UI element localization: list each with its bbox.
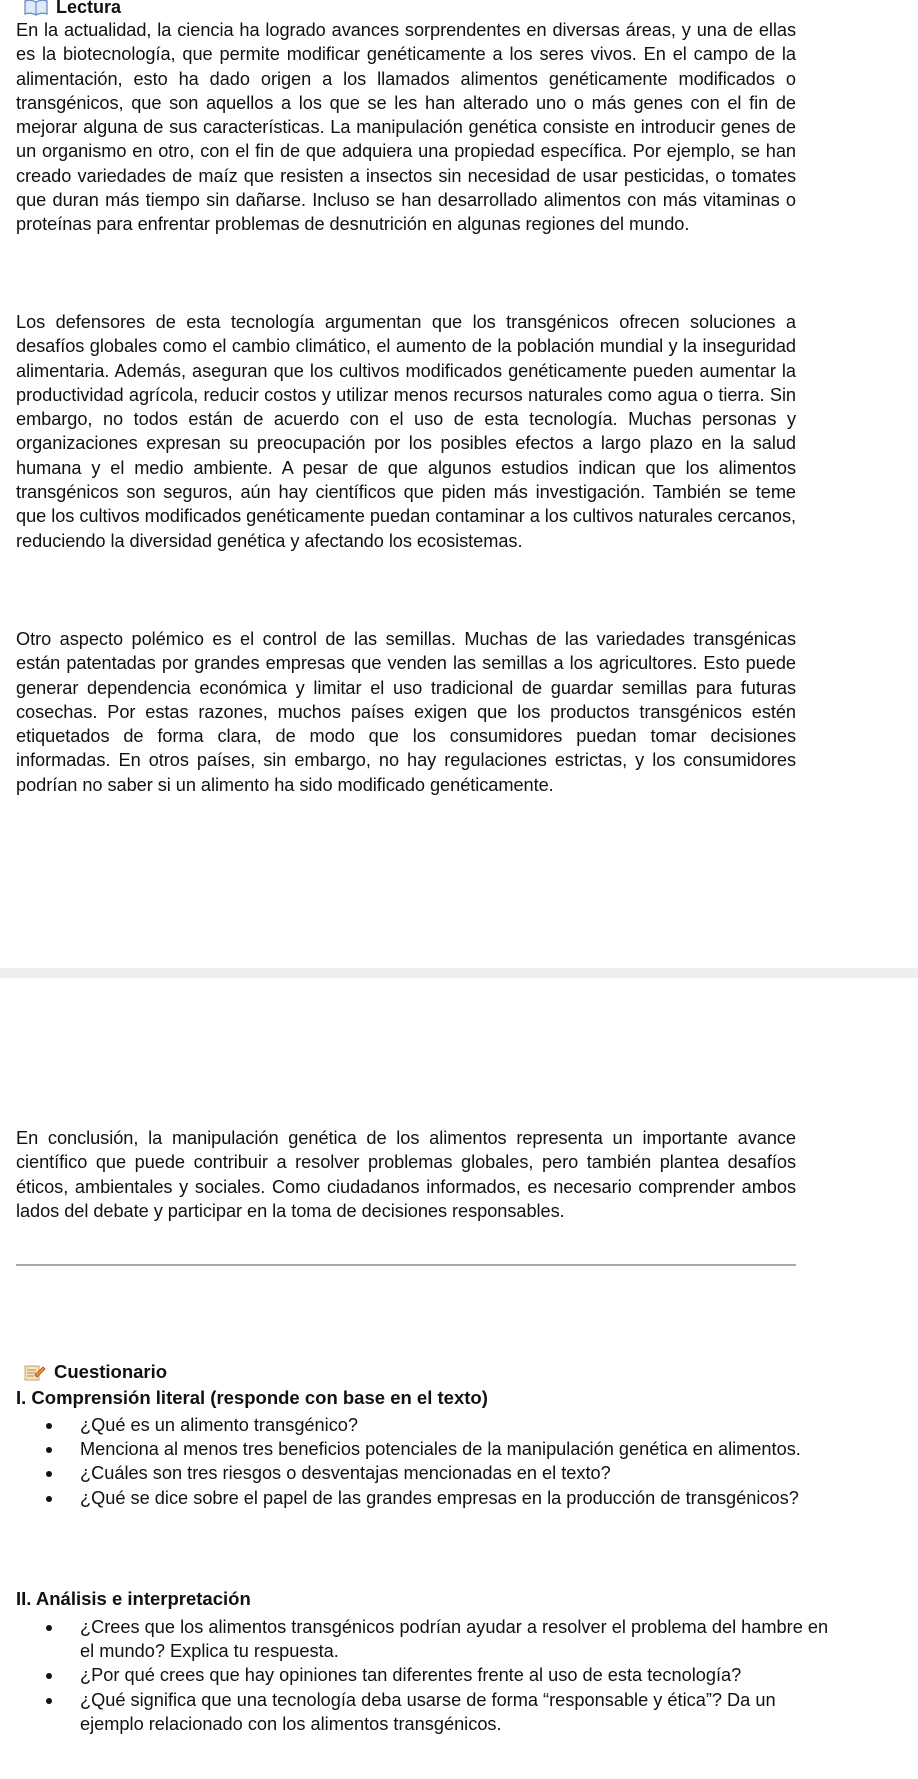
quiz-title: Cuestionario bbox=[54, 1361, 168, 1382]
section-2-question-list bbox=[40, 1615, 840, 1736]
question-item: ¿Crees que los alimentos transgénicos podrían ayudar a resolver el problema del hambre en el mundo? Explica tu respuesta. bbox=[80, 1615, 840, 1663]
reading-paragraph-3: Otro aspecto polémico es el control de las semillas. Muchas de las variedades transgénicas están patentadas por grandes empresas que venden las semillas a los agricultores. Esto puede generar dependencia económica y limitar el uso tradicional de guardar semillas para futuras cosechas. Por estas razones, muchos países exigen que los productos transgénicos estén etiquetados de forma clara, de modo que los consumidores puedan tomar decisiones informadas. En otros países, sin embargo, no hay regulaciones estrictas, y los consumidores podrían no saber si un alimento ha sido modificado genéticamente. bbox=[16, 629, 796, 795]
section-title-2: II. Análisis e interpretación bbox=[16, 1588, 251, 1609]
reading-heading bbox=[24, 0, 121, 18]
question-item: Menciona al menos tres beneficios potenciales de la manipulación genética en alimentos. bbox=[80, 1437, 840, 1461]
question-item: ¿Qué es un alimento transgénico? bbox=[80, 1413, 840, 1437]
page-break-divider bbox=[0, 968, 918, 978]
quiz-heading bbox=[24, 1361, 167, 1383]
reading-title: Lectura bbox=[56, 0, 122, 17]
open-book-icon bbox=[24, 0, 48, 16]
pencil-memo-icon bbox=[24, 1363, 46, 1381]
reading-paragraph-4: En conclusión, la manipulación genética de los alimentos representa un importante avance científico que puede contribuir a resolver problemas globales, pero también plantea desafíos éticos, ambientales y sociales. Como ciudadanos informados, es necesario comprender ambos lados del debate y participar en la toma de decisiones responsables. bbox=[16, 1128, 796, 1221]
question-item: ¿Cuáles son tres riesgos o desventajas mencionadas en el texto? bbox=[80, 1461, 840, 1485]
reading-paragraph-2: Los defensores de esta tecnología argumentan que los transgénicos ofrecen soluciones a desafíos globales como el cambio climático, el aumento de la población mundial y la inseguridad alimentaria. Además, aseguran que los cultivos modificados genéticamente pueden aumentar la productividad agrícola, reducir costos y utilizar menos recursos naturales como agua o tierra. Sin embargo, no todos están de acuerdo con el uso de esta tecnología. Muchas personas y organizaciones expresan su preocupación por los posibles efectos a largo plazo en la salud humana y el medio ambiente. A pesar de que algunos estudios indican que los alimentos transgénicos son seguros, aún hay científicos que piden más investigación. También se teme que los cultivos modificados genéticamente puedan contaminar a los cultivos naturales cercanos, reduciendo la diversidad genética y afectando los ecosistemas. bbox=[16, 312, 796, 551]
question-item: ¿Qué significa que una tecnología deba usarse de forma “responsable y ética”? Da un ejemplo relacionado con los alimentos transgénicos. bbox=[80, 1688, 840, 1736]
horizontal-rule bbox=[16, 1264, 796, 1266]
question-item: ¿Por qué crees que hay opiniones tan diferentes frente al uso de esta tecnología? bbox=[80, 1663, 840, 1687]
section-title-1: I. Comprensión literal (responde con base en el texto) bbox=[16, 1387, 488, 1408]
section-1-question-list bbox=[40, 1413, 840, 1510]
question-item: ¿Qué se dice sobre el papel de las grandes empresas en la producción de transgénicos? bbox=[80, 1486, 840, 1510]
reading-paragraph-1: En la actualidad, la ciencia ha logrado avances sorprendentes en diversas áreas, y una de ellas es la biotecnología, que permite modificar genéticamente a los seres vivos. En el campo de la alimentación, esto ha dado origen a los llamados alimentos genéticamente modificados o transgénicos, que son aquellos a los que se les han alterado uno o más genes con el fin de mejorar alguna de sus características. La manipulación genética consiste en introducir genes de un organismo en otro, con el fin de que adquiera una propiedad específica. Por ejemplo, se han creado variedades de maíz que resisten a insectos sin necesidad de usar pesticidas, o tomates que duran más tiempo sin dañarse. Incluso se han desarrollado alimentos con más vitaminas o proteínas para enfrentar problemas de desnutrición en algunas regiones del mundo. bbox=[16, 20, 796, 235]
